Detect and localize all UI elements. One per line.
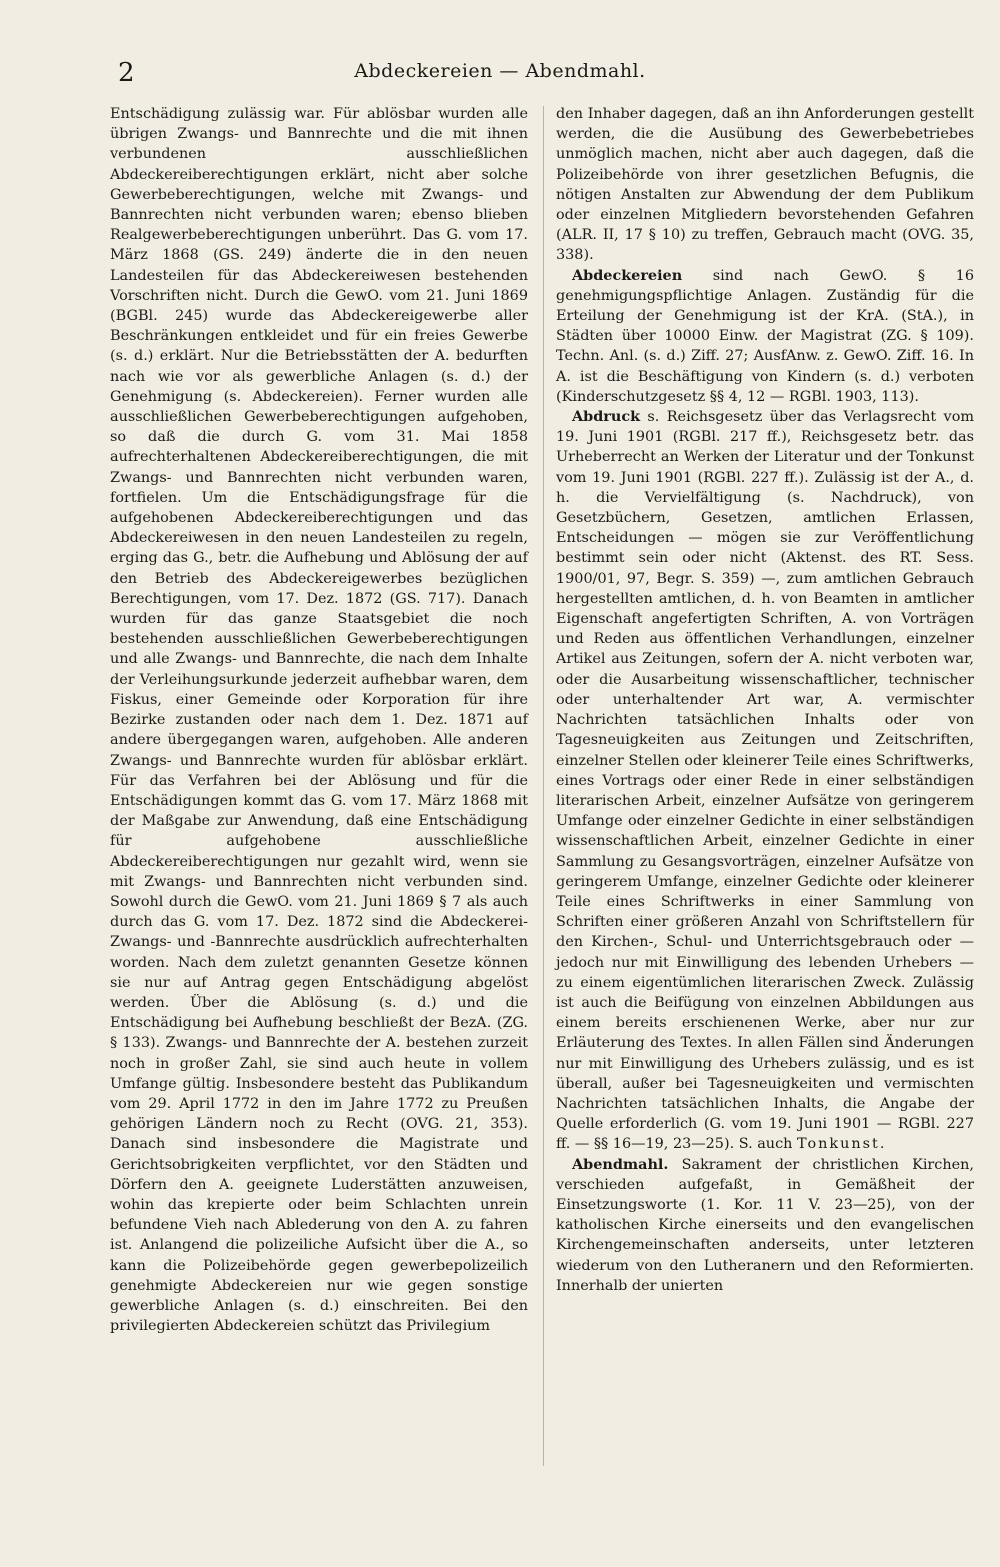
- entry-body: sind nach GewO. § 16 genehmigungspflichtige Anlagen. Zuständig für die Erteilung der Genehmigung ist der KrA. (StA.), in Städten über 10000 Einw. der Magistrat (ZG. § 109). Techn. Anl. (s. d.) Ziff. 27; AusfAnw. z. GewO. Ziff. 16. In A. ist die Beschäftigung von Kindern (s. d.) verboten (Kinderschutzgesetz §§ 4, 12 — RGBl. 1903, 113).: [556, 267, 974, 405]
- cross-reference: Tonkunst.: [796, 1136, 887, 1153]
- entry-headword: Abendmahl.: [572, 1155, 669, 1173]
- left-column-text: Entschädigung zulässig war. Für ablösbar wurden alle übrigen Zwangs- und Bannrechte und die mit ihnen verbundenen ausschließlichen Abdeckereiberechtigungen erklärt, nicht aber solche Gewerbeberechtigungen, welche mit Zwangs- und Bannrechten nicht verbunden waren; ebenso blieben Realgewerbeberechtigungen unberührt. Das G. vom 17. März 1868 (GS. 249) änderte die in den neuen Landesteilen für das Abdeckereiwesen bestehenden Vorschriften nicht. Durch die GewO. vom 21. Juni 1869 (BGBl. 245) wurde das Abdeckereigewerbe aller Beschränkungen entkleidet und für ein freies Gewerbe (s. d.) erklärt. Nur die Betriebsstätten der A. bedurften nach wie vor als gewerbliche Anlagen (s. d.) der Genehmigung (s. Abdeckereien). Ferner wurden alle ausschließlichen Gewerbeberechtigungen aufgehoben, so daß die durch G. vom 31. Mai 1858 aufrechterhaltenen Abdeckereiberechtigungen, die mit Zwangs- und Bannrechten nicht verbunden waren, fortfielen. Um die Entschädigungsfrage für die aufgehobenen Abdeckereiberechtigungen und das Abdeckereiwesen in den neuen Landesteilen zu regeln, erging das G., betr. die Aufhebung und Ablösung der auf den Betrieb des Abdeckereigewerbes bezüglichen Berechtigungen, vom 17. Dez. 1872 (GS. 717). Danach wurden für das ganze Staatsgebiet die noch bestehenden ausschließlichen Gewerbeberechtigungen und alle Zwangs- und Bannrechte, die nach dem Inhalte der Verleihungsurkunde jederzeit aufhebbar waren, dem Fiskus, einer Gemeinde oder Korporation für ihre Bezirke zustanden oder nach dem 1. Dez. 1871 auf andere übergegangen waren, aufgehoben. Alle anderen Zwangs- und Bannrechte wurden für ablösbar erklärt. Für das Verfahren bei der Ablösung und für die Entschädigungen kommt das G. vom 17. März 1868 mit der Maßgabe zur Anwendung, daß eine Entschädigung für aufgehobene ausschließliche Abdeckereiberechtigungen nur gezahlt wird, wenn sie mit Zwangs- und Bannrechten nicht verbunden sind. Sowohl durch die GewO. vom 21. Juni 1869 § 7 als auch durch das G. vom 17. Dez. 1872 sind die Abdeckerei-Zwangs- und -Bannrechte ausdrücklich aufrechterhalten worden. Nach dem zuletzt genannten Gesetze können sie nur auf Antrag gegen Entschädigung abgelöst werden. Über die Ablösung (s. d.) und die Entschädigung bei Aufhebung beschließt der BezA. (ZG. § 133). Zwangs- und Bannrechte der A. bestehen zurzeit noch in großer Zahl, sie sind auch heute in vollem Umfange gültig. Insbesondere besteht das Publikandum vom 29. April 1772 in den im Jahre 1772 zu Preußen gehörigen Ländern noch zu Recht (OVG. 21, 353). Danach sind insbesondere die Magistrate und Gerichtsobrigkeiten verpflichtet, vor den Städten und Dörfern den A. geeignete Luderstätten anzuweisen, wohin das krepierte oder beim Schlachten unrein befundene Vieh nach Ablederung von den A. zu fahren ist. Anlangend die polizeiliche Aufsicht über die A., so kann die Polizeibehörde gegen gewerbepolizeilich genehmigte Abdeckereien nur wie gegen sonstige gewerbliche Anlagen (s. d.) einschreiten. Bei den privilegierten Abdeckereien schützt das Privilegium: [110, 106, 528, 1335]
- entry-headword: Abdruck: [572, 408, 641, 426]
- left-column: [110, 104, 528, 1336]
- page-header: [110, 56, 890, 90]
- entry-abendmahl: [556, 1155, 974, 1296]
- right-column-continuation: den Inhaber dagegen, daß an ihn Anforderungen gestellt werden, die die Ausübung des Gewerbebetriebes unmöglich machen, nicht aber auch dagegen, daß die Polizeibehörde von ihrer gesetzlichen Befugnis, die nötigen Anstalten zur Abwendung der dem Publikum oder einzelnen Mitgliedern bevorstehenden Gefahren (ALR. II, 17 § 10) zu treffen, Gebrauch macht (OVG. 35, 338).: [556, 106, 974, 264]
- entry-abdeckereien: [556, 266, 974, 407]
- right-column: [556, 104, 974, 1296]
- entry-headword: Abdeckereien: [572, 266, 683, 284]
- entry-abdruck: [556, 407, 974, 1155]
- running-head: Abdeckereien — Abendmahl.: [354, 60, 646, 82]
- column-divider: [543, 106, 544, 1466]
- entry-body: Sakrament der christlichen Kirchen, verschieden aufgefaßt, in Gemäßheit der Einsetzungsworte (1. Kor. 11 V. 23—25), von der katholischen Kirche einerseits und den evangelischen Kirchengemeinschaften anderseits, unter letzteren wiederum von den Lutheranern und den Reformierten. Innerhalb der unierten: [556, 1156, 974, 1294]
- page-number: 2: [118, 58, 135, 88]
- entry-body: s. Reichsgesetz über das Verlagsrecht vom 19. Juni 1901 (RGBl. 217 ff.), Reichsgesetz betr. das Urheberrecht an Werken der Literatur und der Tonkunst vom 19. Juni 1901 (RGBl. 227 ff.). Zulässig ist der A., d. h. die Vervielfältigung (s. Nachdruck), von Gesetzbüchern, Gesetzen, amtlichen Erlassen, Entscheidungen — mögen sie zur Veröffentlichung bestimmt sein oder nicht (Aktenst. des RT. Sess. 1900/01, 97, Begr. S. 359) —, zum amtlichen Gebrauch hergestellten amtlichen, d. h. von Beamten in amtlicher Eigenschaft angefertigten Schriften, A. von Vorträgen und Reden aus öffentlichen Verhandlungen, einzelner Artikel aus Zeitungen, sofern der A. nicht verboten war, oder die Ausarbeitung wissenschaftlicher, technischer oder unterhaltender Art war, A. vermischter Nachrichten tatsächlichen Inhalts oder von Tagesneuigkeiten aus Zeitungen und Zeitschriften, einzelner Stellen oder kleinerer Teile eines Schriftwerks, eines Vortrags oder einer Rede in einer selbständigen literarischen Arbeit, einzelner Aufsätze von geringerem Umfange oder einzelner Gedichte in einer selbständigen wissenschaftlichen Arbeit, einzelner Gedichte in einer Sammlung zu Gesangsvorträgen, einzelner Aufsätze von geringerem Umfange, einzelner Gedichte oder kleinerer Teile eines Schriftwerks in einer Sammlung von Schriften einer größeren Anzahl von Schriftstellern für den Kirchen-, Schul- und Unterrichtsgebrauch oder — jedoch nur mit Einwilligung des lebenden Urhebers — zu einem eigentümlichen literarischen Zweck. Zulässig ist auch die Beifügung von einzelnen Abbildungen aus einem bereits erschienenen Werke, aber nur zur Erläuterung des Textes. In allen Fällen sind Änderungen nur mit Einwilligung des Urhebers zulässig, und es ist überall, außer bei Tagesneuigkeiten und vermischten Nachrichten tatsächlichen Inhalts, die Angabe der Quelle erforderlich (G. vom 19. Juni 1901 — RGBl. 227 ff. — §§ 16—19, 23—25). S. auch: [556, 409, 974, 1153]
